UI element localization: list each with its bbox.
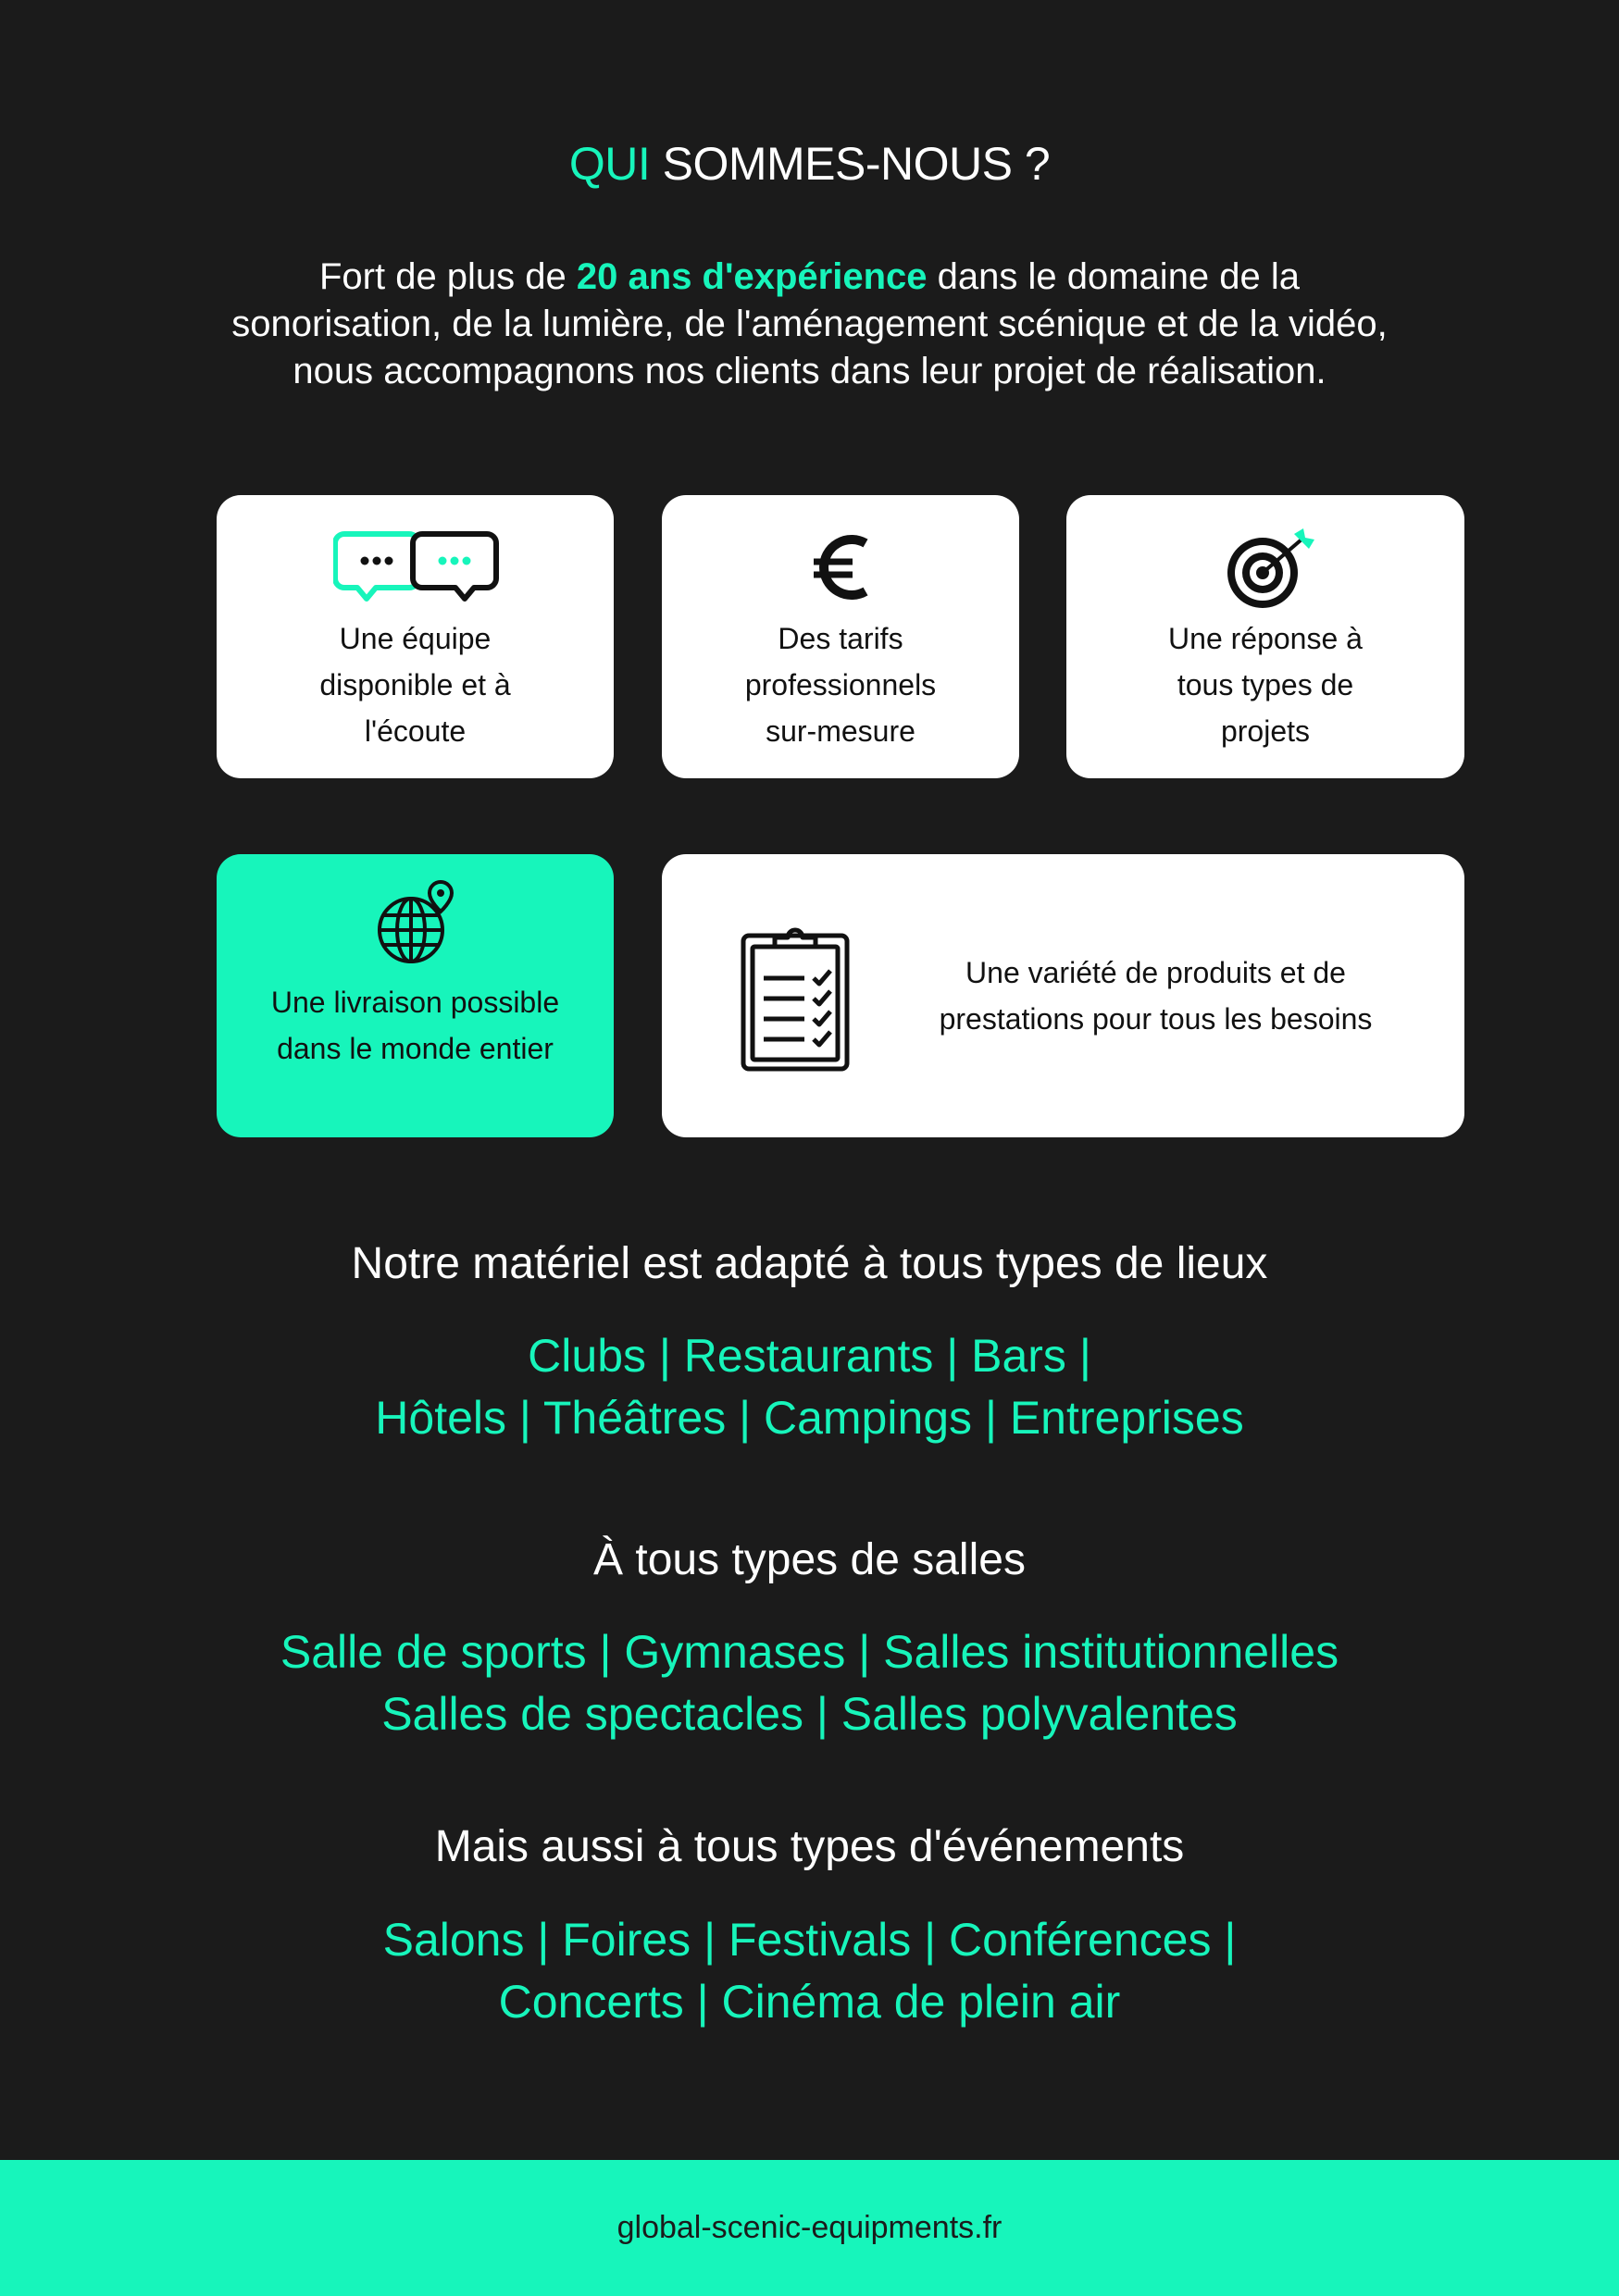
- feature-line: Une équipe: [339, 622, 492, 655]
- feature-line: Une réponse à: [1168, 622, 1363, 655]
- feature-card-projects: [1066, 495, 1464, 778]
- feature-card-delivery: [217, 854, 614, 1137]
- list-line: Concerts | Cinéma de plein air: [498, 1976, 1121, 2028]
- list-line: Salle de sports | Gymnases | Salles institutionnelles: [280, 1626, 1339, 1678]
- title-accent: QUI: [568, 138, 651, 190]
- feature-line: disponible et à: [319, 668, 511, 701]
- globe-location-icon: [376, 880, 459, 970]
- chat-bubbles-icon: [333, 530, 500, 618]
- feature-line: sur-mesure: [766, 714, 915, 748]
- clipboard-checklist-icon: [740, 921, 851, 1077]
- intro-text: dans le domaine de la: [927, 256, 1301, 297]
- feature-line: Des tarifs: [778, 622, 903, 655]
- page-title: [0, 137, 1619, 191]
- website-link[interactable]: global-scenic-equipments.fr: [616, 2210, 1003, 2245]
- target-icon: [1224, 527, 1316, 614]
- feature-line: l'écoute: [364, 714, 467, 748]
- feature-card-variety: [662, 854, 1464, 1137]
- intro-line-2: sonorisation, de la lumière, de l'aménagement scénique et de la vidéo,: [231, 304, 1388, 344]
- title-rest: SOMMES-NOUS ?: [662, 138, 1051, 190]
- feature-text: [1066, 615, 1464, 754]
- feature-line: Une variété de produits et de: [965, 956, 1346, 989]
- feature-card-pricing: [662, 495, 1019, 778]
- intro-highlight: 20 ans d'expérience: [576, 256, 928, 297]
- intro-paragraph: [0, 254, 1619, 395]
- footer-bar: [0, 2160, 1619, 2296]
- feature-line: tous types de: [1177, 668, 1354, 701]
- feature-card-team: [217, 495, 614, 778]
- feature-line: Une livraison possible: [270, 986, 560, 1019]
- section-list-events: [0, 1909, 1619, 2033]
- feature-text: [847, 949, 1464, 1042]
- feature-line: prestations pour tous les besoins: [939, 1002, 1373, 1036]
- feature-text: [217, 979, 614, 1072]
- feature-text: [217, 615, 614, 754]
- list-line: Clubs | Restaurants | Bars |: [528, 1330, 1091, 1382]
- section-title-venues: Notre matériel est adapté à tous types de lieux: [351, 1239, 1268, 1288]
- feature-line: projets: [1220, 714, 1311, 748]
- section-list-halls: [0, 1621, 1619, 1745]
- feature-line: dans le monde entier: [277, 1032, 554, 1065]
- intro-text: Fort de plus de: [318, 256, 577, 297]
- list-line: Hôtels | Théâtres | Campings | Entreprises: [375, 1392, 1244, 1444]
- list-line: Salles de spectacles | Salles polyvalentes: [381, 1688, 1238, 1740]
- feature-text: [662, 615, 1019, 754]
- list-line: Salons | Foires | Festivals | Conférences |: [382, 1914, 1237, 1966]
- section-list-venues: [0, 1325, 1619, 1449]
- section-title-events: Mais aussi à tous types d'événements: [434, 1822, 1185, 1871]
- intro-line-1: [0, 254, 1619, 301]
- intro-line-3: nous accompagnons nos clients dans leur projet de réalisation.: [293, 351, 1326, 391]
- section-title-halls: À tous types de salles: [593, 1535, 1026, 1584]
- euro-icon: [810, 530, 875, 609]
- feature-line: professionnels: [744, 668, 937, 701]
